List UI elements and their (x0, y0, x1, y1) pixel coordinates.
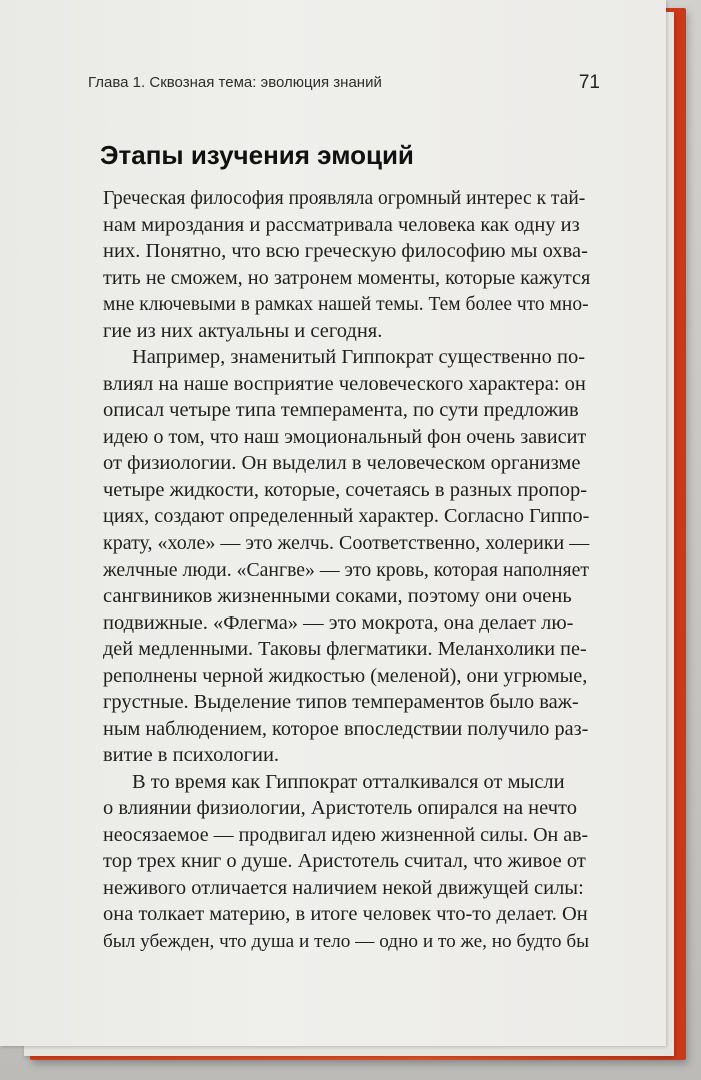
text-line: тить не сможем, но затронем моменты, которые кажутся (103, 267, 590, 289)
text-line: тор трех книг о душе. Аристотель считал, что живое от (103, 850, 586, 872)
text-line: идею о том, что наш эмоциональный фон очень зависит (103, 426, 587, 448)
text-line: описал четыре типа темперамента, по сути предложив (103, 399, 579, 421)
text-line: неосязаемое — продвигал идею жизненной силы. Он ав- (103, 824, 589, 846)
text-line: неживого отличается наличием некой движущей силы: (103, 877, 584, 899)
text-line: Например, знаменитый Гиппократ существенно по- (132, 346, 586, 368)
text-line: от физиологии. Он выделил в человеческом организме (103, 452, 581, 474)
text-line: сангвиников жизненными соками, поэтому они очень (103, 585, 572, 607)
text-line: гие из них актуальны и сегодня. (103, 320, 383, 342)
text-line: витие в психологии. (103, 744, 280, 766)
text-line: нам мироздания и рассматривала человека как одну из (103, 214, 580, 236)
text-line: мне ключевыми в рамках нашей темы. Тем более что мно- (103, 294, 589, 315)
text-line: крату, «холе» — это желчь. Соответственно, холерики — (103, 532, 590, 554)
text-line: четыре жидкости, которые, сочетаясь в разных пропор- (103, 479, 588, 501)
text-line: грустные. Выделение типов темпераментов было важ- (103, 691, 579, 713)
text-line: них. Понятно, что всю греческую философию мы охва- (103, 240, 588, 262)
text-line: она толкает материю, в итоге человек что-то делает. Он (103, 903, 588, 925)
text-line: Греческая философия проявляла огромный интерес к тай- (103, 188, 586, 209)
text-line: ным наблюдением, которое впоследствии получило раз- (103, 718, 589, 740)
text-line: влиял на наше восприятие человеческого характера: он (103, 373, 586, 395)
text-line: дей медленными. Таковы флегматики. Меланхолики пе- (103, 638, 587, 660)
text-line: В то время как Гиппократ отталкивался от мысли (132, 771, 565, 793)
text-line: желчные люди. «Сангве» — это кровь, которая наполняет (103, 559, 590, 581)
text-line: подвижные. «Флегма» — это мокрота, она делает лю- (103, 612, 574, 634)
text-line: реполнены черной жидкостью (меленой), они угрюмые, (103, 665, 588, 687)
running-head: Глава 1. Сквозная тема: эволюция знаний (88, 74, 382, 91)
section-title: Этапы изучения эмоций (100, 140, 414, 170)
text-line: был убежден, что душа и тело — одно и то же, но будто бы (103, 931, 590, 952)
text-line: циях, создают определенный характер. Согласно Гиппо- (103, 505, 590, 527)
text-line: о влиянии физиологии, Аристотель опирался на нечто (103, 797, 577, 819)
page-number: 71 (578, 72, 600, 93)
